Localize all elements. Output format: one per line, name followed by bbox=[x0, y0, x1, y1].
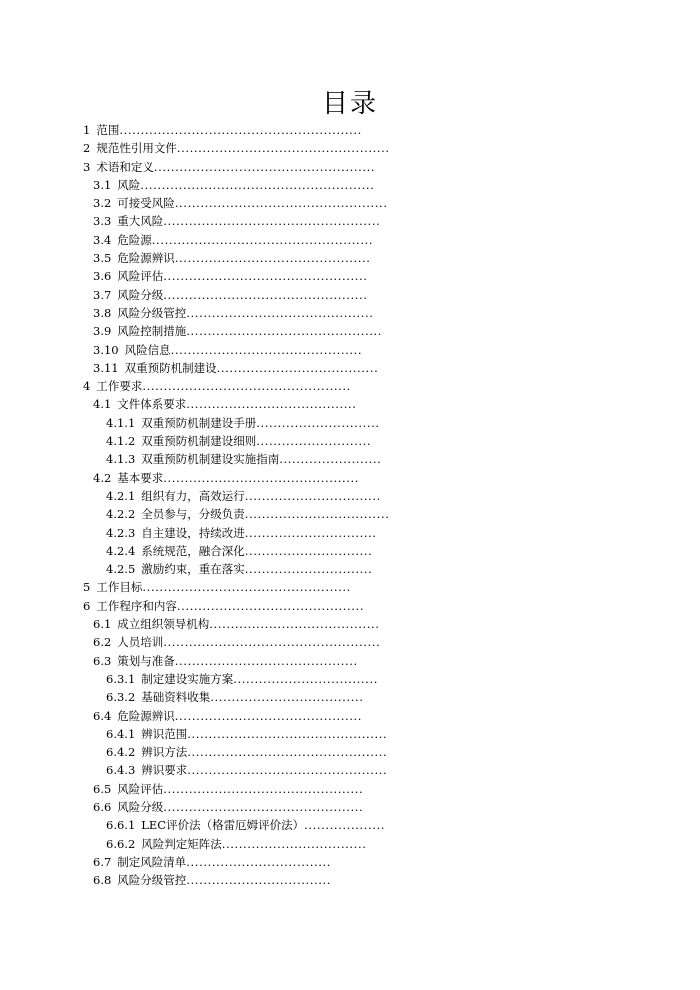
toc-entry[interactable] bbox=[0, 505, 700, 523]
toc-entry-title: 风险 bbox=[117, 177, 141, 192]
toc-dot-leader: ........................................... bbox=[174, 653, 358, 668]
toc-dot-leader: ........................................ bbox=[186, 397, 357, 412]
toc-entry-number: 2 bbox=[83, 141, 91, 156]
toc-dot-leader: ................................................... bbox=[163, 214, 381, 229]
toc-entry-title: 风险分级管控 bbox=[117, 305, 187, 320]
toc-entry-title: 双重预防机制建设手册 bbox=[141, 415, 257, 430]
toc-dot-leader: ................................ bbox=[244, 488, 381, 503]
toc-entry[interactable] bbox=[0, 743, 700, 761]
toc-entry[interactable] bbox=[0, 212, 700, 230]
toc-entry-number: 4.1.2 bbox=[106, 434, 136, 449]
toc-entry-title: 双重预防机制建设细则 bbox=[141, 434, 257, 449]
toc-entry-title: 激励约束，重在落实 bbox=[141, 562, 245, 577]
toc-entry-number: 4 bbox=[83, 379, 91, 394]
toc-dot-leader: ................... bbox=[304, 818, 385, 833]
toc-entry-number: 3.9 bbox=[93, 324, 112, 339]
toc-entry-number: 3.7 bbox=[93, 287, 112, 302]
table-of-contents bbox=[0, 121, 700, 889]
toc-entry-title: 风险分级管控 bbox=[117, 873, 187, 888]
toc-entry-title: 危险源辨识 bbox=[117, 708, 175, 723]
toc-dot-leader: .................................................... bbox=[151, 232, 374, 247]
toc-entry-title: 工作程序和内容 bbox=[96, 598, 177, 613]
toc-dot-leader: ................................................. bbox=[142, 580, 351, 595]
toc-entry-number: 6.5 bbox=[93, 781, 112, 796]
toc-entry[interactable] bbox=[0, 267, 700, 285]
toc-dot-leader: ................................................ bbox=[163, 269, 368, 284]
toc-entry-number: 5 bbox=[83, 580, 91, 595]
toc-entry-number: 6.7 bbox=[93, 854, 112, 869]
toc-dot-leader: ........................... bbox=[256, 434, 372, 449]
toc-entry-title: 辨识范围 bbox=[141, 726, 188, 741]
toc-entry-number: 1 bbox=[83, 123, 91, 137]
toc-entry-number: 4.2.3 bbox=[106, 525, 136, 540]
toc-entry-number: 3.8 bbox=[93, 305, 112, 320]
toc-dot-leader: ....................................................... bbox=[140, 177, 375, 192]
toc-dot-leader: ............................................... bbox=[187, 726, 388, 741]
toc-dot-leader: .................................................. bbox=[176, 141, 390, 156]
toc-entry[interactable] bbox=[0, 487, 700, 505]
toc-dot-leader: ...................................... bbox=[216, 360, 379, 375]
toc-dot-leader: ............................. bbox=[256, 415, 380, 430]
toc-entry-title: 风险信息 bbox=[124, 342, 171, 357]
toc-entry-number: 6.4 bbox=[93, 708, 112, 723]
toc-entry-title: 基本要求 bbox=[117, 470, 164, 485]
toc-dot-leader: .............................. bbox=[244, 543, 373, 558]
toc-entry-title: 风险评估 bbox=[117, 781, 164, 796]
toc-dot-leader: ............................................... bbox=[163, 781, 364, 796]
toc-entry-title: 系统规范，融合深化 bbox=[141, 543, 245, 558]
toc-entry-number: 4.1.1 bbox=[106, 415, 136, 430]
toc-dot-leader: ............................................ bbox=[174, 708, 363, 723]
toc-entry[interactable] bbox=[0, 871, 700, 889]
toc-entry[interactable] bbox=[0, 450, 700, 468]
toc-entry[interactable] bbox=[0, 780, 700, 798]
toc-entry-title: 范围 bbox=[96, 123, 120, 137]
toc-entry[interactable] bbox=[0, 469, 700, 487]
toc-entry[interactable] bbox=[0, 853, 700, 871]
toc-entry-number: 6.6 bbox=[93, 799, 112, 814]
toc-entry-title: 辨识方法 bbox=[141, 745, 188, 760]
toc-dot-leader: .................................. bbox=[233, 671, 378, 686]
toc-entry-title: 风险分级 bbox=[117, 799, 164, 814]
toc-entry-number: 6 bbox=[83, 598, 91, 613]
toc-entry-number: 3.6 bbox=[93, 269, 112, 284]
toc-entry-number: 6.3.1 bbox=[106, 671, 136, 686]
toc-entry[interactable] bbox=[0, 341, 700, 359]
toc-entry[interactable] bbox=[0, 176, 700, 194]
toc-entry[interactable] bbox=[0, 377, 700, 395]
toc-entry-number: 3.5 bbox=[93, 251, 112, 266]
toc-entry-title: 风险分级 bbox=[117, 287, 164, 302]
toc-entry[interactable] bbox=[0, 707, 700, 725]
toc-entry-number: 6.3 bbox=[93, 653, 112, 668]
toc-entry-number: 3.10 bbox=[93, 342, 119, 357]
toc-entry[interactable] bbox=[0, 670, 700, 688]
toc-entry-title: 工作目标 bbox=[96, 580, 143, 595]
toc-entry-number: 6.8 bbox=[93, 873, 112, 888]
toc-entry[interactable] bbox=[0, 286, 700, 304]
toc-dot-leader: .................................. bbox=[221, 836, 367, 851]
toc-dot-leader: ............................................... bbox=[163, 799, 364, 814]
toc-entry-title: 双重预防机制建设 bbox=[124, 360, 217, 375]
toc-entry-number: 4.2.2 bbox=[106, 507, 136, 522]
toc-entry[interactable] bbox=[0, 359, 700, 377]
toc-dot-leader: ........................................ bbox=[209, 617, 380, 632]
toc-entry[interactable] bbox=[0, 652, 700, 670]
toc-entry-title: 组织有力，高效运行 bbox=[141, 488, 245, 503]
toc-entry[interactable] bbox=[0, 688, 700, 706]
toc-entry-title: 规范性引用文件 bbox=[96, 141, 177, 156]
toc-dot-leader: .................................... bbox=[210, 690, 364, 705]
toc-entry[interactable] bbox=[0, 560, 700, 578]
toc-entry-title: 自主建设，持续改进 bbox=[141, 525, 245, 540]
toc-entry-number: 6.3.2 bbox=[106, 690, 136, 705]
toc-dot-leader: ........................ bbox=[279, 452, 382, 467]
toc-dot-leader: .................................. bbox=[186, 854, 331, 869]
toc-dot-leader: ............................................... bbox=[187, 745, 388, 760]
toc-entry-title: 危险源辨识 bbox=[117, 251, 175, 266]
toc-entry[interactable] bbox=[0, 524, 700, 542]
toc-dot-leader: .............................. bbox=[244, 562, 373, 577]
toc-dot-leader: .................................. bbox=[186, 873, 331, 888]
toc-dot-leader: .................................................... bbox=[153, 159, 376, 174]
toc-entry[interactable] bbox=[0, 798, 700, 816]
toc-entry-title: 风险判定矩阵法 bbox=[141, 836, 222, 851]
toc-dot-leader: .............................................. bbox=[174, 251, 371, 266]
toc-entry[interactable] bbox=[0, 633, 700, 651]
toc-entry-number: 6.2 bbox=[93, 635, 112, 650]
toc-entry-title: 文件体系要求 bbox=[117, 397, 187, 412]
toc-entry[interactable] bbox=[0, 395, 700, 413]
toc-entry-number: 3.3 bbox=[93, 214, 112, 229]
toc-entry-number: 4.2.1 bbox=[106, 488, 136, 503]
toc-entry-title: 基础资料收集 bbox=[141, 690, 211, 705]
toc-dot-leader: .............................................. bbox=[186, 324, 383, 339]
toc-entry-title: 可接受风险 bbox=[117, 196, 175, 211]
toc-entry-number: 3.1 bbox=[93, 177, 112, 192]
toc-dot-leader: ......................................................... bbox=[119, 123, 362, 137]
toc-dot-leader: .............................................. bbox=[163, 470, 360, 485]
toc-entry-title: 重大风险 bbox=[117, 214, 164, 229]
toc-entry[interactable] bbox=[0, 158, 700, 176]
toc-entry[interactable] bbox=[0, 414, 700, 432]
toc-entry[interactable] bbox=[0, 139, 700, 157]
toc-dot-leader: ............................................ bbox=[176, 598, 365, 613]
toc-dot-leader: ............................................. bbox=[170, 342, 363, 357]
toc-entry-number: 3 bbox=[83, 159, 91, 174]
toc-entry[interactable] bbox=[0, 835, 700, 853]
toc-entry-number: 3.4 bbox=[93, 232, 112, 247]
toc-entry[interactable] bbox=[0, 725, 700, 743]
toc-entry-number: 6.6.2 bbox=[106, 836, 136, 851]
toc-entry-title: 危险源 bbox=[117, 232, 152, 247]
toc-dot-leader: ............................................ bbox=[186, 305, 374, 320]
toc-entry[interactable] bbox=[0, 816, 700, 834]
toc-entry-number: 6.1 bbox=[93, 617, 112, 632]
toc-entry-number: 4.2.5 bbox=[106, 562, 136, 577]
toc-entry-title: 风险评估 bbox=[117, 269, 164, 284]
toc-entry[interactable] bbox=[0, 194, 700, 212]
toc-dot-leader: .................................. bbox=[244, 507, 390, 522]
toc-entry-title: 双重预防机制建设实施指南 bbox=[141, 452, 280, 467]
toc-entry-title: 工作要求 bbox=[96, 379, 143, 394]
page-title: 目录 bbox=[321, 89, 378, 119]
toc-entry-number: 4.2 bbox=[93, 470, 112, 485]
toc-entry-title: 风险控制措施 bbox=[117, 324, 187, 339]
toc-entry-title: 制定风险清单 bbox=[117, 854, 187, 869]
toc-entry[interactable] bbox=[0, 249, 700, 267]
toc-dot-leader: ............................................... bbox=[187, 763, 388, 778]
toc-dot-leader: .................................................. bbox=[174, 196, 388, 211]
toc-dot-leader: ................................................ bbox=[163, 287, 368, 302]
toc-entry-title: 术语和定义 bbox=[96, 159, 154, 174]
toc-entry[interactable] bbox=[0, 121, 700, 139]
toc-entry-number: 3.11 bbox=[93, 360, 119, 375]
toc-dot-leader: ................................................... bbox=[163, 635, 381, 650]
toc-entry[interactable] bbox=[0, 761, 700, 779]
toc-entry[interactable] bbox=[0, 432, 700, 450]
toc-entry[interactable] bbox=[0, 304, 700, 322]
toc-entry-number: 4.2.4 bbox=[106, 543, 136, 558]
toc-dot-leader: ............................... bbox=[244, 525, 377, 540]
toc-entry-number: 6.4.1 bbox=[106, 726, 136, 741]
toc-dot-leader: ................................................. bbox=[142, 379, 351, 394]
toc-entry-number: 6.6.1 bbox=[106, 818, 136, 833]
toc-entry-title: 全员参与，分级负责 bbox=[141, 507, 245, 522]
toc-entry-title: 成立组织领导机构 bbox=[117, 617, 210, 632]
toc-entry-title: 辨识要求 bbox=[141, 763, 188, 778]
toc-entry[interactable] bbox=[0, 578, 700, 596]
toc-entry-number: 6.4.2 bbox=[106, 745, 136, 760]
toc-entry-title: 人员培训 bbox=[117, 635, 164, 650]
toc-entry[interactable] bbox=[0, 597, 700, 615]
toc-entry[interactable] bbox=[0, 542, 700, 560]
toc-entry-number: 6.4.3 bbox=[106, 763, 136, 778]
toc-entry-number: 3.2 bbox=[93, 196, 112, 211]
toc-entry[interactable] bbox=[0, 615, 700, 633]
toc-entry[interactable] bbox=[0, 322, 700, 340]
toc-entry-title: 制定建设实施方案 bbox=[141, 671, 234, 686]
toc-entry-title: 策划与准备 bbox=[117, 653, 175, 668]
toc-entry-number: 4.1.3 bbox=[106, 452, 136, 467]
toc-entry-number: 4.1 bbox=[93, 397, 112, 412]
toc-entry-title: LEC评价法（格雷厄姆评价法） bbox=[141, 818, 305, 833]
toc-entry[interactable] bbox=[0, 231, 700, 249]
